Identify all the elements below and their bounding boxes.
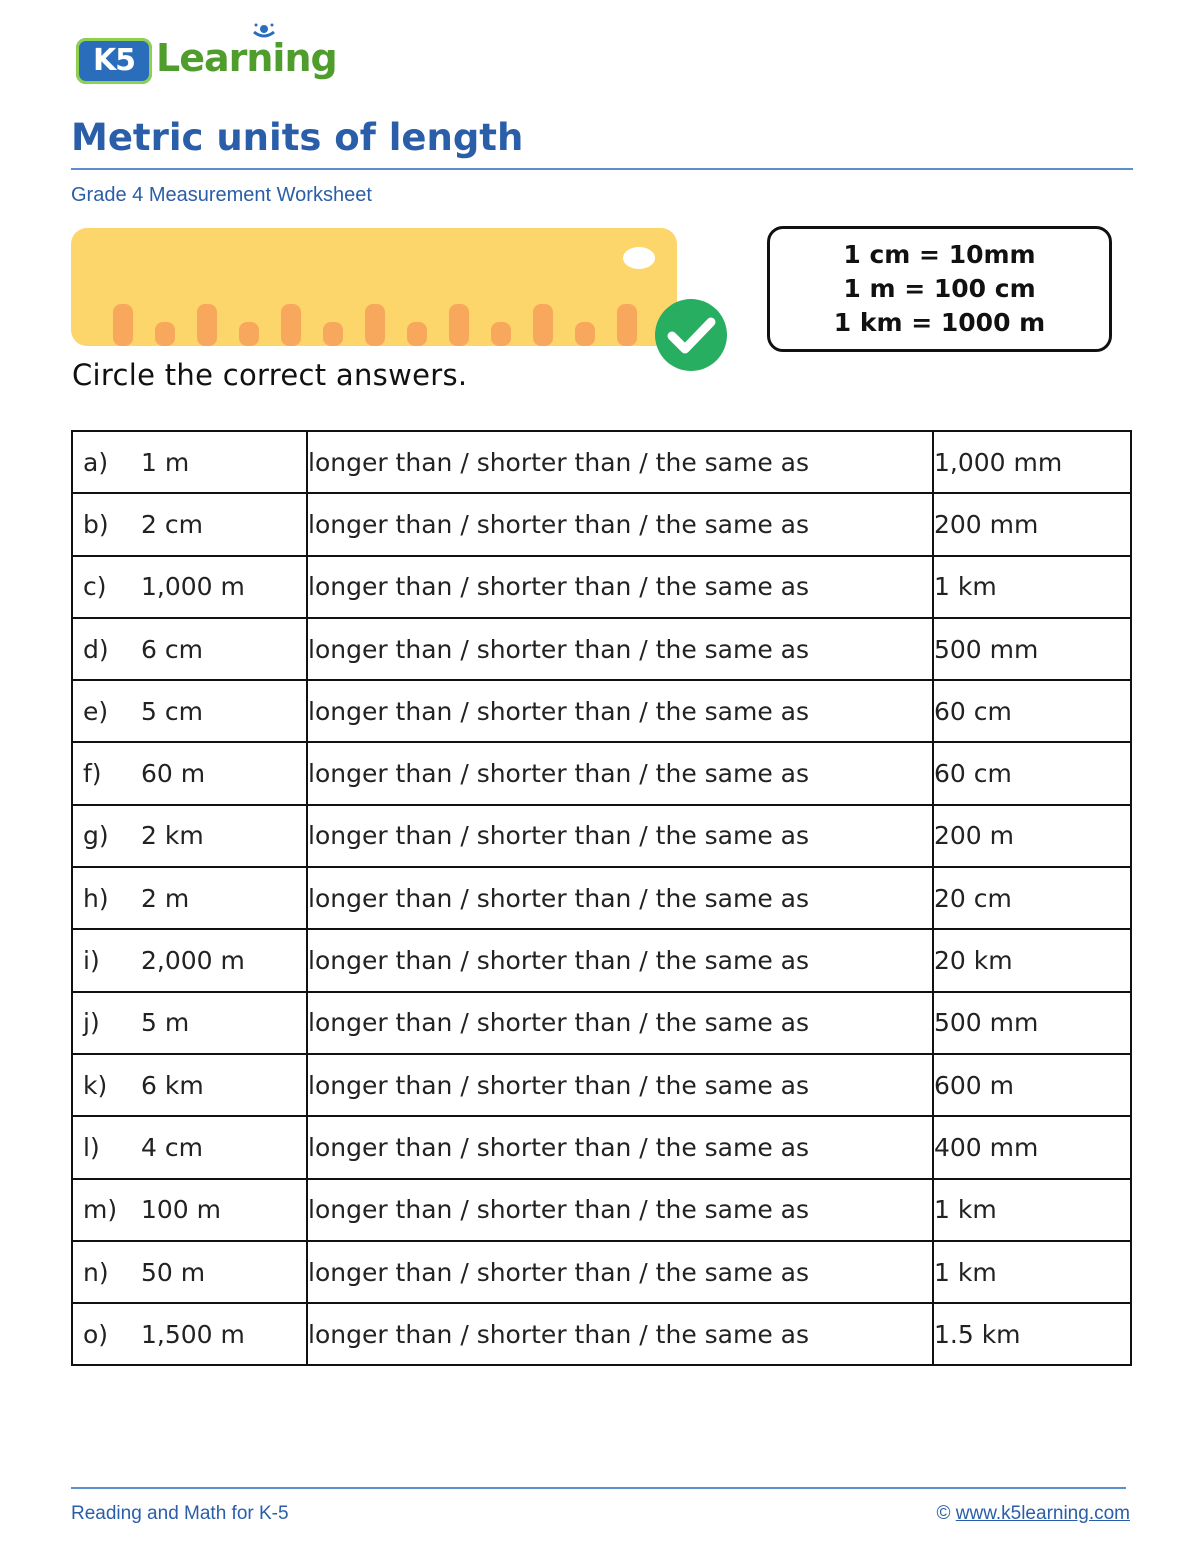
compare-value: 1 km xyxy=(933,556,1131,618)
conversion-m: 1 m = 100 cm xyxy=(843,274,1036,303)
answer-choices[interactable]: longer than / shorter than / the same as xyxy=(307,805,933,867)
ruler-icon xyxy=(71,226,731,376)
item-value: 5 cm xyxy=(141,696,203,726)
item-value: 2,000 m xyxy=(141,946,245,976)
compare-value: 500 mm xyxy=(933,992,1131,1054)
table-row xyxy=(72,805,1131,867)
check-icon xyxy=(655,299,727,371)
table-row xyxy=(72,1179,1131,1241)
item-label: e) xyxy=(83,696,109,726)
compare-value: 1 km xyxy=(933,1241,1131,1303)
item-label: i) xyxy=(83,946,100,976)
item-value: 60 m xyxy=(141,759,206,789)
item-label: o) xyxy=(83,1319,109,1349)
item-label: n) xyxy=(83,1257,109,1287)
item-cell xyxy=(72,929,307,991)
item-cell xyxy=(72,431,307,493)
item-label: c) xyxy=(83,572,107,602)
item-label: d) xyxy=(83,634,109,664)
item-value: 1,500 m xyxy=(141,1319,245,1349)
item-value: 2 km xyxy=(141,821,204,851)
table-row xyxy=(72,680,1131,742)
table-row xyxy=(72,1303,1131,1365)
item-value: 6 km xyxy=(141,1070,204,1100)
table-row xyxy=(72,431,1131,493)
page-subtitle: Grade 4 Measurement Worksheet xyxy=(71,184,372,206)
answer-choices[interactable]: longer than / shorter than / the same as xyxy=(307,742,933,804)
footer-credit xyxy=(936,1503,1130,1525)
item-value: 1 m xyxy=(141,447,190,477)
table-row xyxy=(72,867,1131,929)
conversion-cm: 1 cm = 10mm xyxy=(843,240,1036,269)
compare-value: 20 km xyxy=(933,929,1131,991)
item-cell xyxy=(72,742,307,804)
answer-choices[interactable]: longer than / shorter than / the same as xyxy=(307,992,933,1054)
compare-value: 200 mm xyxy=(933,493,1131,555)
item-label: g) xyxy=(83,821,109,851)
item-cell xyxy=(72,556,307,618)
item-cell xyxy=(72,618,307,680)
k5-logo xyxy=(76,28,336,90)
table-row xyxy=(72,1241,1131,1303)
compare-value: 500 mm xyxy=(933,618,1131,680)
item-cell xyxy=(72,867,307,929)
item-value: 2 m xyxy=(141,883,190,913)
instruction: Circle the correct answers. xyxy=(72,358,468,392)
compare-value: 600 m xyxy=(933,1054,1131,1116)
item-cell xyxy=(72,992,307,1054)
logo-badge: K5 xyxy=(76,38,152,84)
item-value: 1,000 m xyxy=(141,572,245,602)
question-table xyxy=(71,430,1132,1366)
answer-choices[interactable]: longer than / shorter than / the same as xyxy=(307,1241,933,1303)
answer-choices[interactable]: longer than / shorter than / the same as xyxy=(307,680,933,742)
table-row xyxy=(72,556,1131,618)
item-label: j) xyxy=(83,1008,100,1038)
answer-choices[interactable]: longer than / shorter than / the same as xyxy=(307,1116,933,1178)
compare-value: 20 cm xyxy=(933,867,1131,929)
footer-tagline: Reading and Math for K-5 xyxy=(71,1503,289,1524)
item-cell xyxy=(72,1303,307,1365)
compare-value: 60 cm xyxy=(933,742,1131,804)
answer-choices[interactable]: longer than / shorter than / the same as xyxy=(307,1303,933,1365)
compare-value: 1 km xyxy=(933,1179,1131,1241)
item-cell xyxy=(72,805,307,867)
table-row xyxy=(72,493,1131,555)
answer-choices[interactable]: longer than / shorter than / the same as xyxy=(307,556,933,618)
item-label: b) xyxy=(83,509,109,539)
title-divider xyxy=(71,168,1133,170)
table-row xyxy=(72,1116,1131,1178)
item-cell xyxy=(72,493,307,555)
item-value: 4 cm xyxy=(141,1132,203,1162)
logo-person-icon xyxy=(251,22,277,48)
logo-word: Learning xyxy=(156,36,337,80)
item-label: l) xyxy=(83,1132,100,1162)
item-label: m) xyxy=(83,1195,118,1225)
item-value: 50 m xyxy=(141,1257,206,1287)
table-row xyxy=(72,618,1131,680)
item-cell xyxy=(72,1241,307,1303)
item-value: 5 m xyxy=(141,1008,190,1038)
conversion-km: 1 km = 1000 m xyxy=(833,308,1046,337)
answer-choices[interactable]: longer than / shorter than / the same as xyxy=(307,431,933,493)
item-label: f) xyxy=(83,759,102,789)
compare-value: 60 cm xyxy=(933,680,1131,742)
table-row xyxy=(72,742,1131,804)
item-cell xyxy=(72,1179,307,1241)
copyright-symbol: © xyxy=(936,1503,951,1524)
answer-choices[interactable]: longer than / shorter than / the same as xyxy=(307,493,933,555)
conversion-box xyxy=(767,226,1112,352)
item-cell xyxy=(72,1116,307,1178)
item-value: 100 m xyxy=(141,1195,222,1225)
item-cell xyxy=(72,680,307,742)
compare-value: 200 m xyxy=(933,805,1131,867)
website-link[interactable]: www.k5learning.com xyxy=(955,1503,1130,1524)
answer-choices[interactable]: longer than / shorter than / the same as xyxy=(307,1054,933,1116)
compare-value: 400 mm xyxy=(933,1116,1131,1178)
table-row xyxy=(72,992,1131,1054)
item-label: h) xyxy=(83,883,109,913)
footer-divider xyxy=(71,1487,1126,1489)
compare-value: 1.5 km xyxy=(933,1303,1131,1365)
compare-value: 1,000 mm xyxy=(933,431,1131,493)
item-value: 2 cm xyxy=(141,509,203,539)
page-title: Metric units of length xyxy=(71,116,524,159)
table-row xyxy=(72,1054,1131,1116)
answer-choices[interactable]: longer than / shorter than / the same as xyxy=(307,929,933,991)
answer-choices[interactable]: longer than / shorter than / the same as xyxy=(307,867,933,929)
item-label: a) xyxy=(83,447,109,477)
answer-choices[interactable]: longer than / shorter than / the same as xyxy=(307,1179,933,1241)
answer-choices[interactable]: longer than / shorter than / the same as xyxy=(307,618,933,680)
table-row xyxy=(72,929,1131,991)
item-label: k) xyxy=(83,1070,108,1100)
item-cell xyxy=(72,1054,307,1116)
item-value: 6 cm xyxy=(141,634,203,664)
